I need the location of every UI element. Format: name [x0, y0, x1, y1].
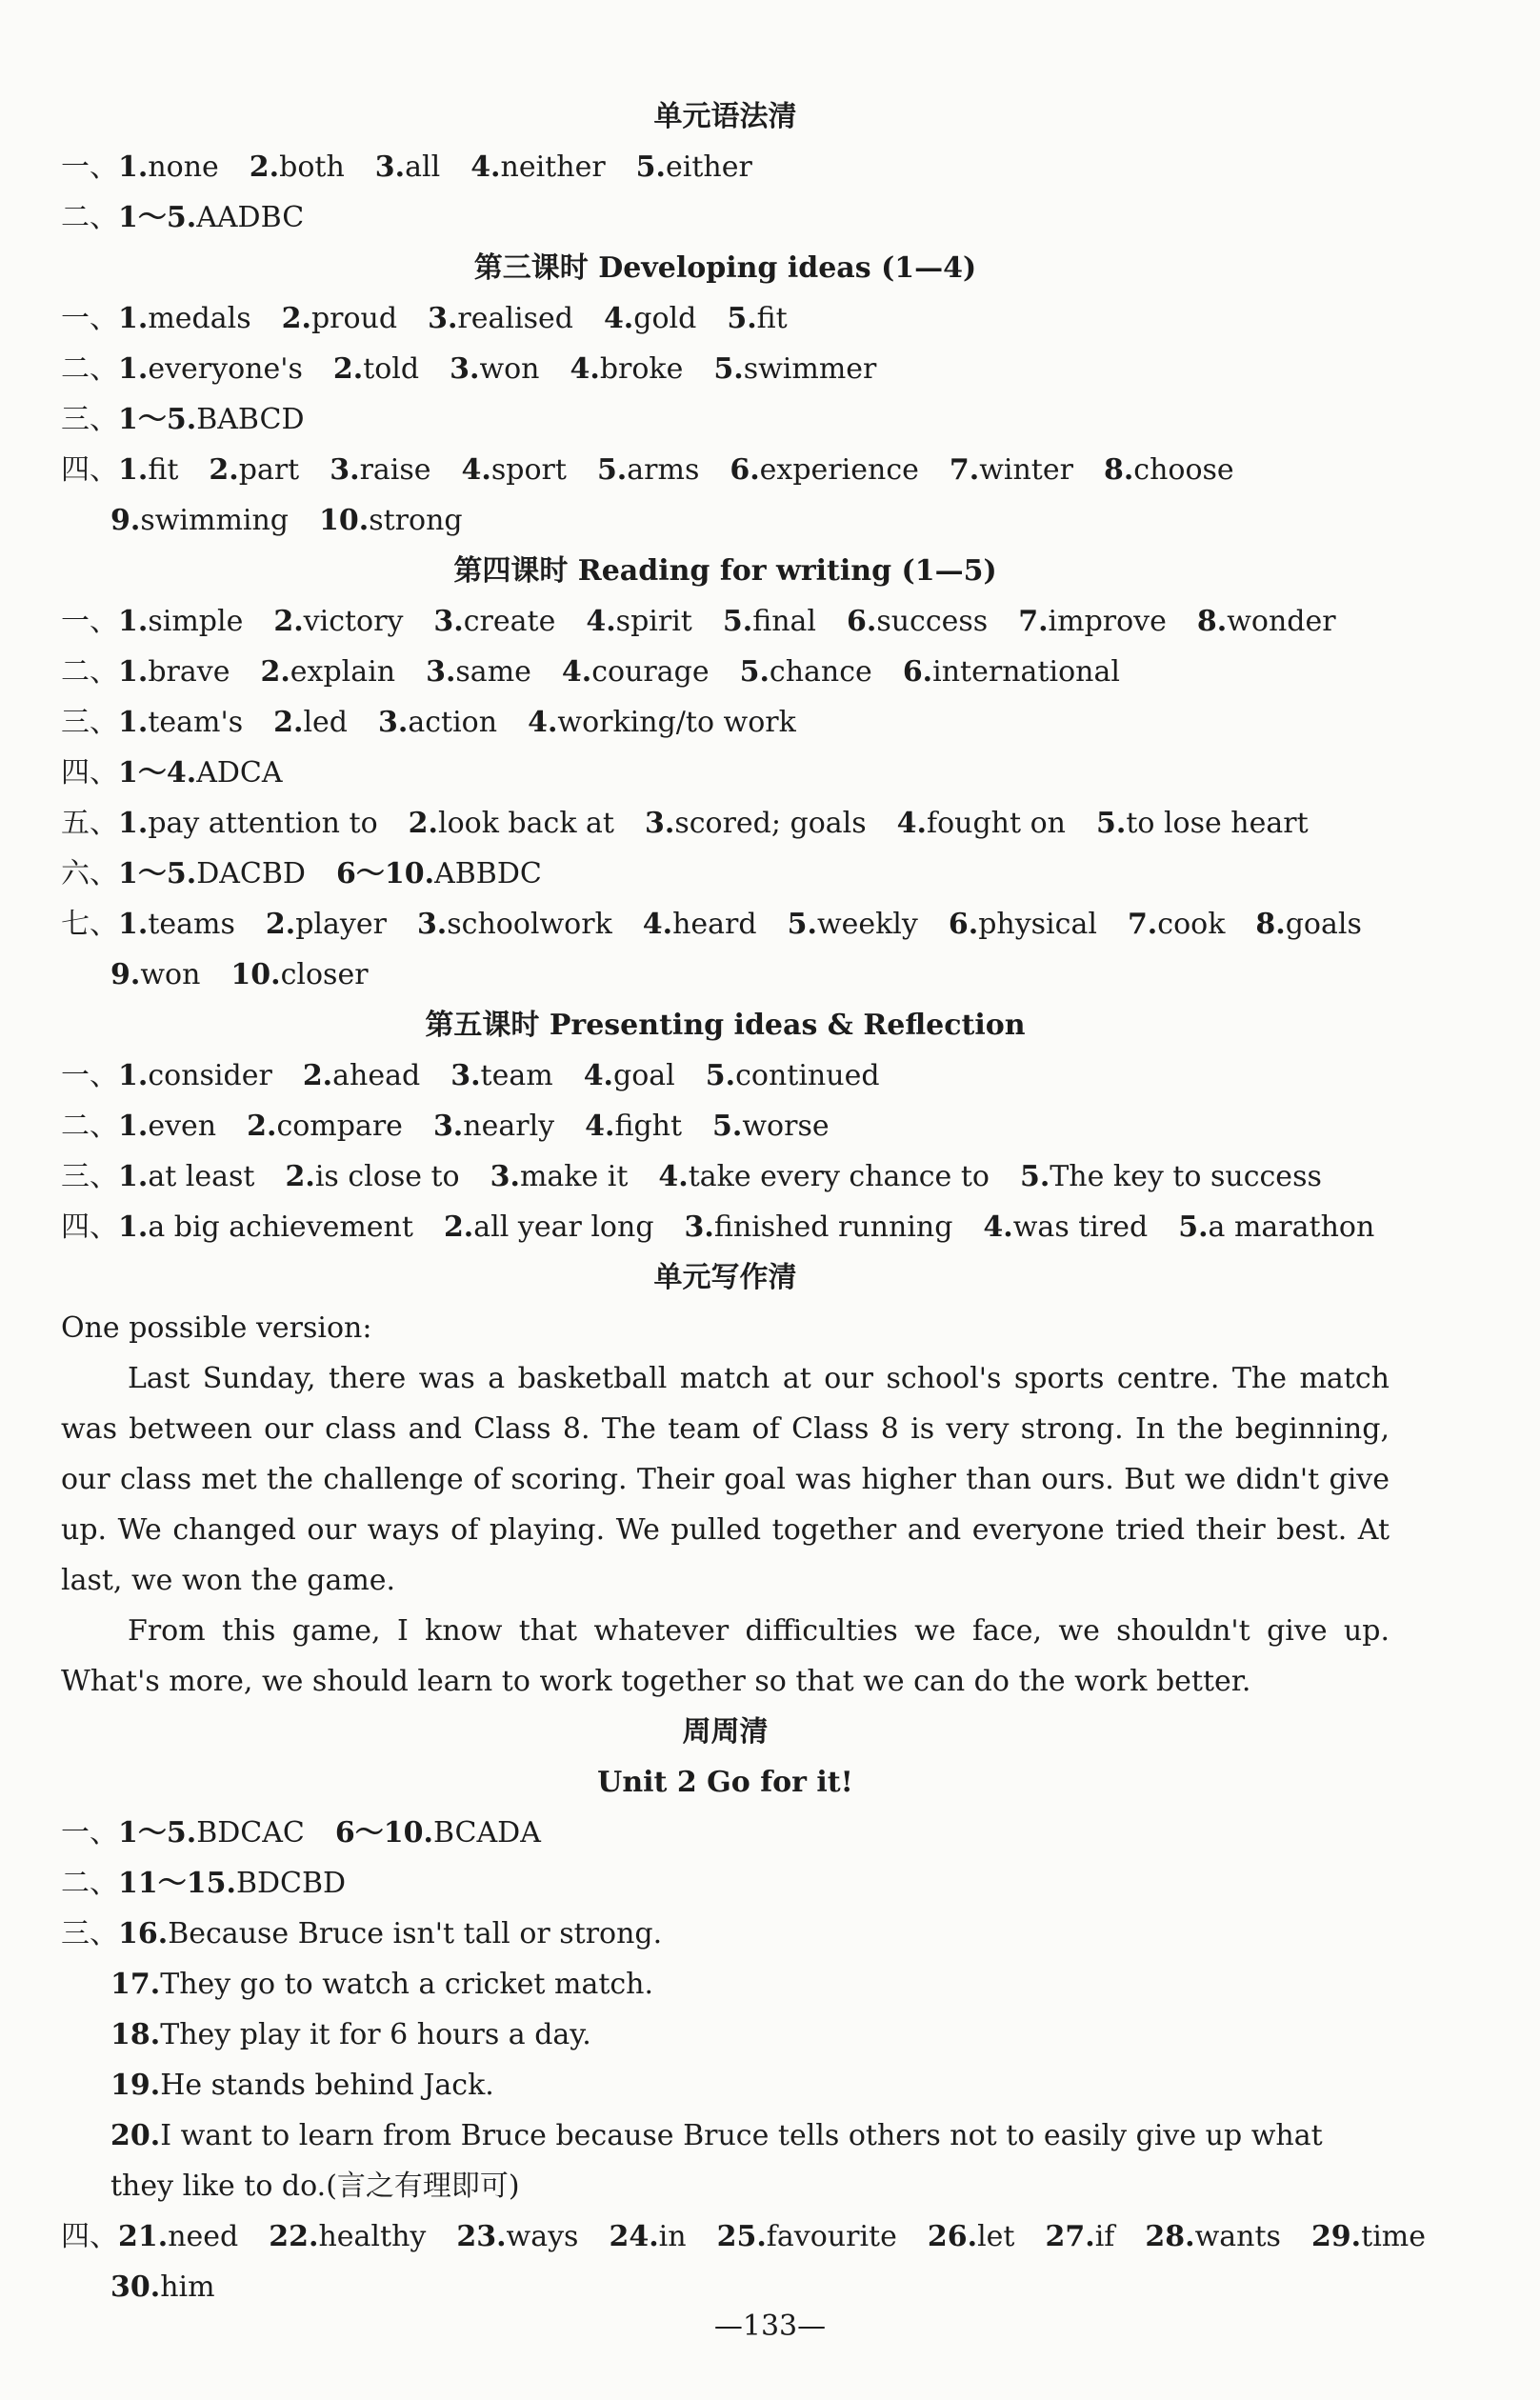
answer-line [61, 1808, 1390, 1858]
answer-text: continued [735, 1059, 880, 1092]
answer-text: broke [599, 352, 684, 386]
answer-text: team [480, 1059, 553, 1092]
answer-text: either [666, 150, 752, 184]
answer-number: 4. [561, 655, 592, 689]
answer-text: I want to learn from Bruce because Bruce tells others not to easily give up what they like to do.(言之有理即可) [110, 2119, 1323, 2203]
answer-text: time [1361, 2220, 1426, 2253]
answer-text: was tired [1012, 1210, 1149, 1244]
answer-text: BCADA [432, 1816, 541, 1850]
answer-number: 4. [586, 605, 616, 638]
answer-text: ways [506, 2220, 579, 2253]
section-number: 二、 [61, 352, 118, 386]
answer-text: at least [148, 1160, 255, 1193]
answer-text: teams [148, 908, 235, 941]
answer-number: 23. [456, 2220, 507, 2253]
answer-number: 4. [658, 1160, 689, 1193]
answer-number: 8. [1196, 605, 1228, 638]
answer-text: The key to success [1050, 1160, 1322, 1193]
section-heading: 第三课时 Developing ideas (1—4) [473, 251, 977, 285]
answer-text: favourite [766, 2220, 897, 2253]
answer-number: 1. [118, 908, 149, 941]
answer-number: 7. [1018, 605, 1049, 638]
answer-text: create [463, 605, 556, 638]
answer-text: brave [148, 655, 230, 689]
answer-line [61, 344, 1390, 394]
answer-number: 1. [118, 605, 149, 638]
answer-text: Because Bruce isn't tall or strong. [168, 1917, 663, 1950]
section-number: 三、 [61, 1917, 118, 1950]
answer-number: 17. [110, 1968, 161, 2001]
answer-line [61, 798, 1390, 849]
answer-text: wonder [1227, 605, 1336, 638]
section-number: 三、 [61, 1160, 118, 1193]
answer-number: 18. [110, 2018, 161, 2051]
answer-text: finished running [713, 1210, 953, 1244]
answer-number: 26. [927, 2220, 978, 2253]
answer-number: 4. [642, 908, 673, 941]
answer-line [61, 950, 1390, 1000]
answer-number: 2. [249, 150, 280, 184]
answer-text: both [279, 150, 345, 184]
section-number: 七、 [61, 908, 118, 941]
answer-number: 2. [273, 706, 304, 739]
answer-text: player [295, 908, 387, 941]
section-number: 二、 [61, 201, 118, 234]
answer-text: schoolwork [447, 908, 612, 941]
answer-number: 5. [712, 1110, 743, 1143]
answer-text: nearly [463, 1110, 555, 1143]
answer-number: 2. [408, 807, 438, 840]
answer-number: 5. [596, 453, 628, 487]
answer-number: 1～5. [118, 403, 197, 436]
section-number: 二、 [61, 655, 118, 689]
answer-text: cook [1157, 908, 1226, 941]
answer-line [61, 697, 1390, 748]
answer-text: gold [633, 302, 697, 335]
answer-number: 3. [416, 908, 448, 941]
answer-number: 1～5. [118, 857, 197, 890]
answer-number: 6. [730, 453, 760, 487]
answer-text: him [160, 2270, 215, 2304]
answer-text: final [752, 605, 816, 638]
answer-text: BDCBD [235, 1867, 347, 1900]
essay-paragraph-1: Last Sunday, there was a basketball match at our school's sports centre. The match was between our class and Class 8. The team of Class 8 is very strong. In the beginning, our class met the challenge of scoring. Their goal was higher than ours. But we didn't give up. We changed our ways of playing. We pulled together and everyone tried their best. At last, we won the game. [61, 1362, 1390, 1597]
answer-text: take every chance to [688, 1160, 990, 1193]
answer-number: 2. [281, 302, 311, 335]
answer-text: swimming [140, 504, 290, 537]
answer-text: BDCAC [196, 1816, 305, 1850]
answer-text: raise [359, 453, 431, 487]
answer-text: goal [613, 1059, 675, 1092]
page-number: —133— [713, 2310, 827, 2343]
answer-number: 3. [450, 1059, 481, 1092]
answer-text: simple [148, 605, 244, 638]
answer-number: 29. [1310, 2220, 1362, 2253]
answer-text: swimmer [743, 352, 877, 386]
answer-line [61, 394, 1390, 445]
answer-line [61, 1202, 1390, 1252]
answer-number: 2. [302, 1059, 333, 1092]
answer-number: 2. [209, 453, 239, 487]
answer-number: 3. [426, 655, 456, 689]
section-number: 五、 [61, 807, 118, 840]
answer-text: healthy [318, 2220, 427, 2253]
answer-text: chance [769, 655, 872, 689]
answer-number: 5. [705, 1059, 736, 1092]
answer-text: all year long [473, 1210, 654, 1244]
answer-number: 1. [118, 302, 149, 335]
section-number: 三、 [61, 403, 118, 436]
answer-number: 3. [330, 453, 360, 487]
answer-line [61, 748, 1390, 798]
answer-number: 4. [461, 453, 491, 487]
answer-text: let [977, 2220, 1015, 2253]
answer-number: 4. [583, 1059, 614, 1092]
answer-number: 8. [1255, 908, 1286, 941]
answer-text: all [405, 150, 441, 184]
answer-text: heard [672, 908, 757, 941]
answer-number: 3. [644, 807, 675, 840]
answer-line [61, 596, 1390, 647]
answer-text: scored; goals [674, 807, 867, 840]
section-number: 六、 [61, 857, 118, 890]
section-heading: 第四课时 Reading for writing (1—5) [453, 554, 997, 588]
answer-text: look back at [438, 807, 614, 840]
answer-number: 1. [118, 655, 149, 689]
answer-number: 2. [443, 1210, 474, 1244]
section-heading: 单元语法清 [653, 100, 797, 133]
answer-text: AADBC [196, 201, 305, 234]
answer-number: 5. [787, 908, 817, 941]
answer-number: 1. [118, 352, 149, 386]
answer-text: team's [148, 706, 244, 739]
answer-number: 30. [110, 2270, 161, 2304]
answer-text: a big achievement [148, 1210, 413, 1244]
answer-text: ahead [332, 1059, 421, 1092]
section-heading: 周周清 [682, 1715, 769, 1749]
section-number: 一、 [61, 1059, 118, 1092]
answer-text: is close to [314, 1160, 460, 1193]
answer-number: 6. [948, 908, 979, 941]
answer-text: medals [148, 302, 251, 335]
essay-paragraph-2: From this game, I know that whatever difficulties we face, we shouldn't give up. What's more, we should learn to work together so that we can do the work better. [61, 1614, 1390, 1698]
answer-number: 1. [118, 1160, 149, 1193]
answer-number: 5. [713, 352, 744, 386]
answer-text: They play it for 6 hours a day. [160, 2018, 591, 2051]
answer-line [61, 2262, 1390, 2312]
answer-line [61, 495, 1390, 546]
answer-number: 2. [265, 908, 296, 941]
answer-number: 2. [273, 605, 304, 638]
answer-line [61, 445, 1390, 495]
answer-number: 27. [1045, 2220, 1095, 2253]
answer-text: ABBDC [434, 857, 542, 890]
answer-number: 25. [716, 2220, 767, 2253]
answer-text: wants [1194, 2220, 1281, 2253]
answer-text: won [479, 352, 540, 386]
answer-text: spirit [615, 605, 692, 638]
answer-number: 3. [428, 302, 458, 335]
answer-text: explain [290, 655, 396, 689]
answer-text: action [408, 706, 498, 739]
writing-intro: One possible version: [61, 1311, 372, 1345]
answer-number: 11～15. [118, 1867, 236, 1900]
answer-number: 3. [684, 1210, 714, 1244]
section-number: 一、 [61, 302, 118, 335]
question-answer [61, 2010, 1390, 2060]
answer-text: He stands behind Jack. [160, 2069, 494, 2102]
section-number: 一、 [61, 1816, 118, 1850]
answer-number: 24. [609, 2220, 659, 2253]
answer-number: 5. [1095, 807, 1127, 840]
answer-text: fight [614, 1110, 683, 1143]
answer-number: 4. [570, 352, 600, 386]
answer-text: BABCD [196, 403, 305, 436]
section-number: 一、 [61, 605, 118, 638]
section-heading: 第五课时 Presenting ideas & Reflection [425, 1009, 1026, 1042]
answer-text: success [876, 605, 989, 638]
answer-number: 22. [269, 2220, 319, 2253]
unit-heading: Unit 2 Go for it! [597, 1766, 853, 1799]
answer-number: 5. [635, 150, 666, 184]
answer-text: if [1094, 2220, 1115, 2253]
section-number: 一、 [61, 150, 118, 184]
question-answer [61, 2110, 1390, 2211]
answer-text: ADCA [196, 756, 283, 790]
answer-number: 4. [983, 1210, 1013, 1244]
section-number: 四、 [61, 756, 118, 790]
answer-number: 10. [319, 504, 370, 537]
answer-text: strong [369, 504, 463, 537]
answer-number: 1. [118, 1110, 149, 1143]
answer-line [61, 849, 1390, 899]
section-number: 四、 [61, 453, 118, 487]
answer-number: 3. [450, 352, 480, 386]
answer-number: 5. [739, 655, 770, 689]
answer-line [61, 1151, 1390, 1202]
answer-line [61, 142, 1390, 192]
answer-text: closer [280, 958, 369, 991]
answer-number: 3. [433, 605, 464, 638]
answer-number: 1. [118, 1059, 149, 1092]
answer-content [61, 91, 1426, 2312]
answer-number: 9. [110, 958, 141, 991]
answer-number: 21. [118, 2220, 169, 2253]
answer-text: weekly [816, 908, 918, 941]
answer-text: led [303, 706, 349, 739]
answer-text: proud [310, 302, 398, 335]
answer-text: worse [742, 1110, 830, 1143]
answer-text: fit [148, 453, 179, 487]
answer-text: improve [1048, 605, 1167, 638]
answer-text: choose [1133, 453, 1234, 487]
answer-text: physical [978, 908, 1097, 941]
answer-text: neither [500, 150, 606, 184]
answer-number: 2. [332, 352, 364, 386]
answer-number: 2. [247, 1110, 277, 1143]
answer-text: international [932, 655, 1120, 689]
answer-text: experience [759, 453, 919, 487]
answer-line [61, 899, 1390, 950]
answer-text: They go to watch a cricket match. [160, 1968, 654, 2001]
answer-line [61, 293, 1390, 344]
answer-number: 1～4. [118, 756, 197, 790]
answer-text: need [168, 2220, 239, 2253]
answer-text: realised [457, 302, 573, 335]
answer-text: consider [148, 1059, 272, 1092]
answer-text: pay attention to [148, 807, 378, 840]
answer-number: 6. [847, 605, 877, 638]
answer-number: 28. [1145, 2220, 1195, 2253]
answer-number: 1～5. [118, 1816, 197, 1850]
answer-number: 1. [118, 150, 149, 184]
answer-text: same [455, 655, 531, 689]
answer-number: 9. [110, 504, 141, 537]
section-number: 三、 [61, 706, 118, 739]
section-number: 二、 [61, 1110, 118, 1143]
sample-essay [61, 1353, 1390, 1707]
answer-text: fit [756, 302, 788, 335]
answer-line [61, 1101, 1390, 1151]
answer-text: victory [303, 605, 404, 638]
answer-number: 4. [470, 150, 501, 184]
answer-text: fought on [926, 807, 1066, 840]
answer-text: told [363, 352, 420, 386]
answer-number: 5. [722, 605, 753, 638]
answer-number: 5. [1019, 1160, 1050, 1193]
answer-number: 7. [1127, 908, 1158, 941]
answer-line [61, 1858, 1390, 1909]
answer-number: 4. [585, 1110, 615, 1143]
answer-number: 1～5. [118, 201, 197, 234]
answer-number: 6～10. [334, 1816, 433, 1850]
answer-text: part [238, 453, 300, 487]
answer-number: 1. [118, 807, 149, 840]
answer-number: 1. [118, 706, 149, 739]
answer-text: a marathon [1208, 1210, 1375, 1244]
answer-number: 3. [374, 150, 406, 184]
answer-number: 2. [260, 655, 290, 689]
answer-number: 3. [378, 706, 409, 739]
answer-number: 3. [432, 1110, 464, 1143]
answer-text: courage [591, 655, 710, 689]
answer-text: DACBD [196, 857, 306, 890]
answer-text: arms [627, 453, 700, 487]
question-answer [61, 1959, 1390, 2010]
question-answer [61, 1909, 1390, 1959]
answer-number: 8. [1103, 453, 1134, 487]
section-number: 二、 [61, 1867, 118, 1900]
answer-text: in [658, 2220, 687, 2253]
answer-number: 4. [528, 706, 558, 739]
answer-text: won [140, 958, 201, 991]
answer-number: 20. [110, 2119, 161, 2152]
answer-text: make it [519, 1160, 629, 1193]
answer-text: to lose heart [1126, 807, 1309, 840]
answer-text: none [148, 150, 219, 184]
answer-number: 16. [118, 1917, 169, 1950]
answer-text: goals [1285, 908, 1362, 941]
answer-number: 6～10. [335, 857, 435, 890]
answer-text: everyone's [148, 352, 303, 386]
answer-line [61, 1050, 1390, 1101]
answer-number: 1. [118, 1210, 149, 1244]
answer-line [61, 192, 1390, 243]
answer-number: 6. [902, 655, 933, 689]
section-number: 四、 [61, 1210, 118, 1244]
question-answer [61, 2060, 1390, 2110]
answer-text: even [148, 1110, 217, 1143]
answer-text: working/to work [557, 706, 796, 739]
answer-number: 7. [949, 453, 980, 487]
answer-line [61, 647, 1390, 697]
section-heading: 单元写作清 [653, 1261, 797, 1294]
answer-number: 2. [285, 1160, 315, 1193]
answer-line [61, 2211, 1426, 2262]
answer-text: sport [490, 453, 567, 487]
section-number: 四、 [61, 2220, 118, 2253]
answer-number: 5. [727, 302, 757, 335]
answer-number: 4. [896, 807, 927, 840]
answer-number: 10. [230, 958, 281, 991]
answer-number: 5. [1178, 1210, 1209, 1244]
answer-text: compare [276, 1110, 403, 1143]
answer-number: 19. [110, 2069, 161, 2102]
answer-number: 4. [603, 302, 634, 335]
answer-number: 3. [490, 1160, 520, 1193]
answer-text: winter [979, 453, 1073, 487]
answer-number: 1. [118, 453, 149, 487]
